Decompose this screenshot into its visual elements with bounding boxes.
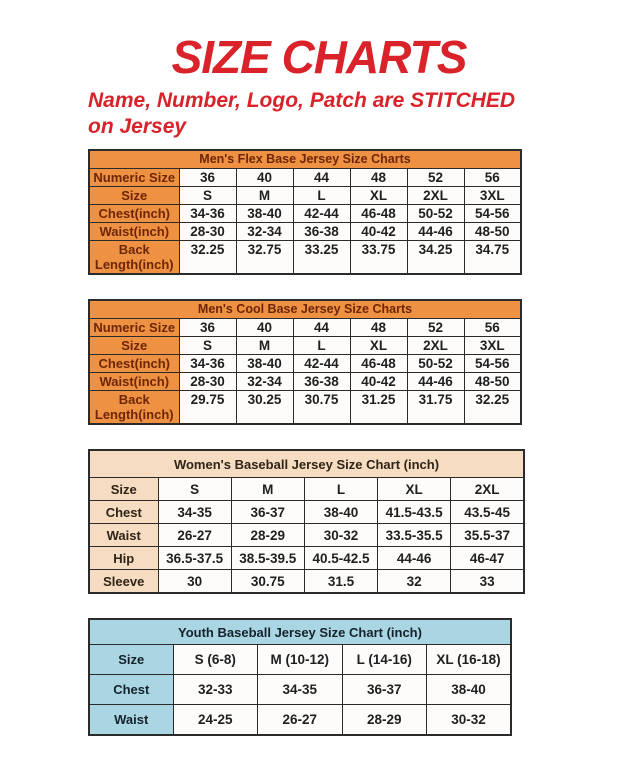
size-value-cell: 31.75 bbox=[407, 391, 464, 425]
row-label: Chest(inch) bbox=[89, 205, 179, 223]
table-row bbox=[89, 223, 521, 241]
table-title-row bbox=[89, 300, 521, 319]
size-value-cell: 44-46 bbox=[407, 373, 464, 391]
table-title-row bbox=[89, 450, 524, 478]
size-value-cell: 3XL bbox=[464, 337, 521, 355]
size-value-cell: 34-35 bbox=[158, 501, 231, 524]
size-value-cell: 42-44 bbox=[293, 205, 350, 223]
size-value-cell: 32-34 bbox=[236, 373, 293, 391]
size-value-cell: 32.75 bbox=[236, 241, 293, 275]
size-value-cell: 32.25 bbox=[179, 241, 236, 275]
mens-flex-base-size-chart bbox=[88, 149, 522, 275]
size-value-cell: 29.75 bbox=[179, 391, 236, 425]
size-value-cell: M bbox=[236, 337, 293, 355]
size-value-cell: 38.5-39.5 bbox=[231, 547, 304, 570]
size-value-cell: XL bbox=[350, 187, 407, 205]
size-value-cell: 56 bbox=[464, 319, 521, 337]
table-row bbox=[89, 319, 521, 337]
size-value-cell: 33.25 bbox=[293, 241, 350, 275]
size-value-cell: 34-36 bbox=[179, 205, 236, 223]
mens-cool-base-table-container bbox=[88, 299, 638, 425]
table-row bbox=[89, 645, 511, 675]
size-value-cell: 52 bbox=[407, 319, 464, 337]
table-row bbox=[89, 169, 521, 187]
size-value-cell: 48 bbox=[350, 319, 407, 337]
size-value-cell: 54-56 bbox=[464, 355, 521, 373]
size-value-cell: L bbox=[293, 337, 350, 355]
table-row bbox=[89, 205, 521, 223]
size-value-cell: M bbox=[236, 187, 293, 205]
row-label: Chest(inch) bbox=[89, 355, 179, 373]
table-title-row bbox=[89, 150, 521, 169]
table-row bbox=[89, 187, 521, 205]
row-label: Sleeve bbox=[89, 570, 158, 594]
size-value-cell: 46-48 bbox=[350, 205, 407, 223]
page-subtitle-line-1: Name, Number, Logo, Patch are STITCHED bbox=[88, 89, 516, 112]
size-value-cell: 50-52 bbox=[407, 205, 464, 223]
size-value-cell: S bbox=[179, 337, 236, 355]
size-value-cell: 46-47 bbox=[451, 547, 524, 570]
row-label: Back Length(inch) bbox=[89, 391, 179, 425]
size-value-cell: 38-40 bbox=[236, 205, 293, 223]
size-value-cell: 48 bbox=[350, 169, 407, 187]
page-title: SIZE CHARTS bbox=[171, 31, 467, 83]
size-value-cell: 48-50 bbox=[464, 223, 521, 241]
womens-baseball-table-container bbox=[88, 449, 638, 594]
size-value-cell: 26-27 bbox=[258, 705, 343, 736]
size-value-cell: 30-32 bbox=[427, 705, 512, 736]
table-title: Men's Flex Base Jersey Size Charts bbox=[89, 150, 521, 169]
row-label: Hip bbox=[89, 547, 158, 570]
table-row bbox=[89, 675, 511, 705]
table-title: Women's Baseball Jersey Size Chart (inch) bbox=[89, 450, 524, 478]
size-value-cell: 3XL bbox=[464, 187, 521, 205]
size-value-cell: 28-30 bbox=[179, 223, 236, 241]
size-value-cell: S bbox=[158, 478, 231, 501]
size-value-cell: 36-37 bbox=[231, 501, 304, 524]
size-value-cell: 31.25 bbox=[350, 391, 407, 425]
table-row bbox=[89, 501, 524, 524]
size-value-cell: M (10-12) bbox=[258, 645, 343, 675]
size-value-cell: 40.5-42.5 bbox=[304, 547, 377, 570]
size-value-cell: 33.75 bbox=[350, 241, 407, 275]
size-value-cell: 36-38 bbox=[293, 373, 350, 391]
size-value-cell: 34-36 bbox=[179, 355, 236, 373]
table-row bbox=[89, 570, 524, 594]
size-value-cell: 33.5-35.5 bbox=[378, 524, 451, 547]
size-value-cell: 44-46 bbox=[407, 223, 464, 241]
size-value-cell: 46-48 bbox=[350, 355, 407, 373]
table-row bbox=[89, 391, 521, 425]
size-value-cell: S bbox=[179, 187, 236, 205]
table-row bbox=[89, 241, 521, 275]
size-value-cell: 28-30 bbox=[179, 373, 236, 391]
size-value-cell: 48-50 bbox=[464, 373, 521, 391]
size-value-cell: 41.5-43.5 bbox=[378, 501, 451, 524]
page-subtitle bbox=[88, 88, 568, 139]
row-label: Numeric Size bbox=[89, 169, 179, 187]
size-value-cell: 30.75 bbox=[293, 391, 350, 425]
size-value-cell: 44-46 bbox=[378, 547, 451, 570]
size-value-cell: 32-34 bbox=[236, 223, 293, 241]
size-value-cell: 40 bbox=[236, 169, 293, 187]
mens-cool-base-size-chart bbox=[88, 299, 522, 425]
size-value-cell: 32.25 bbox=[464, 391, 521, 425]
size-value-cell: XL bbox=[350, 337, 407, 355]
size-value-cell: 30.25 bbox=[236, 391, 293, 425]
page-subtitle-line-2: on Jersey bbox=[88, 114, 187, 138]
table-row bbox=[89, 373, 521, 391]
size-value-cell: 32 bbox=[378, 570, 451, 594]
table-row bbox=[89, 355, 521, 373]
size-value-cell: 38-40 bbox=[236, 355, 293, 373]
row-label: Chest bbox=[89, 675, 173, 705]
size-value-cell: S (6-8) bbox=[173, 645, 258, 675]
size-value-cell: 36-37 bbox=[342, 675, 427, 705]
table-row bbox=[89, 524, 524, 547]
size-value-cell: 30 bbox=[158, 570, 231, 594]
size-value-cell: 34-35 bbox=[258, 675, 343, 705]
mens-flex-base-table-container bbox=[88, 149, 638, 275]
size-value-cell: 38-40 bbox=[427, 675, 512, 705]
table-title: Men's Cool Base Jersey Size Charts bbox=[89, 300, 521, 319]
row-label: Waist(inch) bbox=[89, 373, 179, 391]
table-title-row bbox=[89, 619, 511, 645]
youth-baseball-table-container bbox=[88, 618, 638, 736]
table-title: Youth Baseball Jersey Size Chart (inch) bbox=[89, 619, 511, 645]
size-value-cell: L (14-16) bbox=[342, 645, 427, 675]
size-value-cell: 52 bbox=[407, 169, 464, 187]
size-value-cell: 2XL bbox=[407, 337, 464, 355]
row-label: Waist(inch) bbox=[89, 223, 179, 241]
table-row bbox=[89, 705, 511, 736]
row-label: Back Length(inch) bbox=[89, 241, 179, 275]
size-value-cell: 40-42 bbox=[350, 373, 407, 391]
row-label: Waist bbox=[89, 705, 173, 736]
size-value-cell: 35.5-37 bbox=[451, 524, 524, 547]
table-row bbox=[89, 547, 524, 570]
row-label: Size bbox=[89, 478, 158, 501]
row-label: Size bbox=[89, 337, 179, 355]
size-value-cell: 30-32 bbox=[304, 524, 377, 547]
size-tables-area bbox=[88, 149, 638, 736]
size-value-cell: 44 bbox=[293, 319, 350, 337]
size-value-cell: 34.75 bbox=[464, 241, 521, 275]
size-value-cell: 36 bbox=[179, 169, 236, 187]
size-value-cell: 31.5 bbox=[304, 570, 377, 594]
size-value-cell: 38-40 bbox=[304, 501, 377, 524]
row-label: Waist bbox=[89, 524, 158, 547]
row-label: Size bbox=[89, 187, 179, 205]
size-value-cell: L bbox=[304, 478, 377, 501]
size-value-cell: 56 bbox=[464, 169, 521, 187]
youth-baseball-size-chart bbox=[88, 618, 512, 736]
size-value-cell: 40 bbox=[236, 319, 293, 337]
row-label: Chest bbox=[89, 501, 158, 524]
size-value-cell: 36-38 bbox=[293, 223, 350, 241]
womens-baseball-size-chart bbox=[88, 449, 525, 594]
size-value-cell: 28-29 bbox=[342, 705, 427, 736]
size-value-cell: 33 bbox=[451, 570, 524, 594]
size-value-cell: 42-44 bbox=[293, 355, 350, 373]
size-value-cell: 43.5-45 bbox=[451, 501, 524, 524]
size-value-cell: 40-42 bbox=[350, 223, 407, 241]
size-value-cell: L bbox=[293, 187, 350, 205]
row-label: Numeric Size bbox=[89, 319, 179, 337]
size-value-cell: XL bbox=[378, 478, 451, 501]
size-value-cell: M bbox=[231, 478, 304, 501]
size-value-cell: 2XL bbox=[451, 478, 524, 501]
size-value-cell: 44 bbox=[293, 169, 350, 187]
size-value-cell: 32-33 bbox=[173, 675, 258, 705]
table-row bbox=[89, 337, 521, 355]
size-value-cell: 24-25 bbox=[173, 705, 258, 736]
row-label: Size bbox=[89, 645, 173, 675]
size-value-cell: 28-29 bbox=[231, 524, 304, 547]
size-value-cell: 2XL bbox=[407, 187, 464, 205]
size-value-cell: 50-52 bbox=[407, 355, 464, 373]
size-value-cell: XL (16-18) bbox=[427, 645, 512, 675]
size-value-cell: 36 bbox=[179, 319, 236, 337]
size-value-cell: 36.5-37.5 bbox=[158, 547, 231, 570]
size-value-cell: 30.75 bbox=[231, 570, 304, 594]
size-value-cell: 54-56 bbox=[464, 205, 521, 223]
size-value-cell: 26-27 bbox=[158, 524, 231, 547]
size-value-cell: 34.25 bbox=[407, 241, 464, 275]
table-row bbox=[89, 478, 524, 501]
